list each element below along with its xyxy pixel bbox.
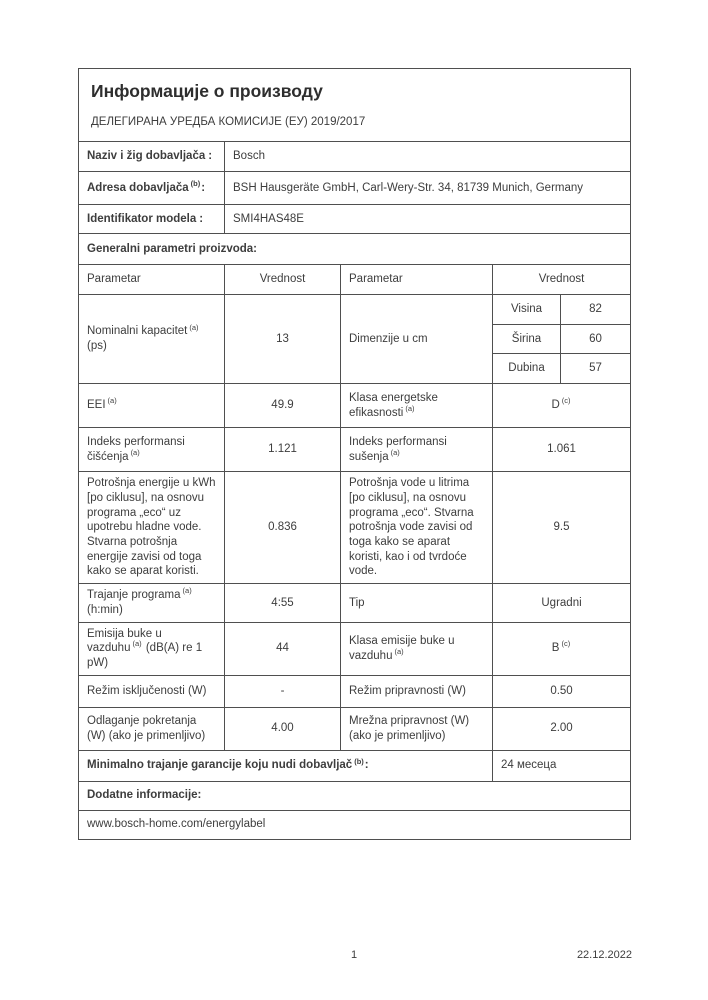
table-row [79, 69, 631, 142]
cleaning-index-value: 1.121 [225, 428, 341, 472]
title-cell [79, 69, 631, 142]
drying-index-value [493, 428, 631, 472]
superscript-note: (a) [130, 447, 140, 457]
dimension-depth-value: 57 [561, 354, 631, 384]
document-date: 22.12.2022 [576, 949, 632, 961]
table-row [79, 142, 631, 172]
noise-emission-label [79, 622, 225, 675]
product-info-table [78, 68, 631, 840]
off-mode-label: Režim isključenosti (W) [79, 675, 225, 707]
dimension-height-label: Visina [493, 295, 561, 325]
supplier-name-label [79, 142, 225, 172]
energy-class-label [341, 384, 493, 428]
column-header-parametar-2: Parametar [341, 265, 493, 295]
programme-duration-value: 4:55 [225, 584, 341, 622]
noise-class-label [341, 622, 493, 675]
label-colon: : [199, 212, 204, 225]
eei-label [79, 384, 225, 428]
model-identifier-value: SMI4HAS48E [225, 205, 631, 234]
superscript-note: (a) [394, 646, 404, 656]
networked-standby-label: Mrežna pripravnost (W) (ako je primenljivo) [341, 707, 493, 750]
label-suffix: (ps) [87, 340, 107, 353]
noise-emission-value: 44 [225, 622, 341, 675]
energy-consumption-label: Potrošnja energije u kWh [po ciklusu], na osnovu programa „eco“ uz upotrebu hladne vode. Stvarna potrošnja energije zavisi od toga kako se aparat koristi. [79, 472, 225, 584]
standby-mode-value: 0.50 [493, 675, 631, 707]
label-text: Klasa emisije buke u vazduhu [349, 634, 455, 662]
energy-consumption-value: 0.836 [225, 472, 341, 584]
type-label: Tip [341, 584, 493, 622]
table-row [79, 384, 631, 428]
table-row [79, 707, 631, 750]
delayed-start-label: Odlaganje pokretanja (W) (ako je primenljivo) [79, 707, 225, 750]
capacity-label [79, 295, 225, 384]
water-consumption-label: Potrošnja vode u litrima [po ciklusu], na osnovu programa „eco“. Stvarna potrošnja vode zavisi od toga kako se aparat koristi, kao i od tvrdoće vode. [341, 472, 493, 584]
table-row [79, 234, 631, 265]
superscript-note: (a) [107, 396, 117, 406]
dimension-depth-label: Dubina [493, 354, 561, 384]
value-text: 1.061 [547, 443, 576, 456]
table-row [79, 472, 631, 584]
table-row [79, 584, 631, 622]
eei-value: 49.9 [225, 384, 341, 428]
page-number: 1 [350, 949, 358, 961]
guarantee-value: 24 месеца [493, 750, 631, 781]
superscript-note: (b) [190, 178, 201, 188]
table-header-row [79, 265, 631, 295]
noise-class-value [493, 622, 631, 675]
supplier-address-value: BSH Hausgeräte GmbH, Carl-Wery-Str. 34, 81739 Munich, Germany [225, 172, 631, 205]
label-text: Minimalno trajanje garancije koju nudi dobavljač [87, 759, 353, 772]
label-text: Adresa dobavljača [87, 181, 189, 194]
superscript-note: (a) [182, 586, 192, 596]
label-text: Emisija buke u vazduhu [87, 627, 162, 655]
superscript-note: (a) [189, 322, 199, 332]
table-row [79, 750, 631, 781]
label-text: Klasa energetske efikasnosti [349, 391, 438, 419]
column-header-vrednost-1: Vrednost [225, 265, 341, 295]
water-consumption-value: 9.5 [493, 472, 631, 584]
energy-class-value [493, 384, 631, 428]
value-text: D [551, 399, 560, 412]
table-row [79, 205, 631, 234]
label-text: Nominalni kapacitet [87, 325, 188, 338]
label-colon: : [364, 759, 369, 772]
table-row [79, 172, 631, 205]
guarantee-label [79, 750, 493, 781]
standby-mode-label: Režim pripravnosti (W) [341, 675, 493, 707]
table-row [79, 675, 631, 707]
off-mode-value: - [225, 675, 341, 707]
additional-info-heading: Dodatne informacije: [79, 781, 631, 810]
column-header-parametar-1: Parametar [79, 265, 225, 295]
dimension-height-value: 82 [561, 295, 631, 325]
superscript-note: (a) [132, 639, 142, 649]
page-title: Информације о производу [91, 81, 323, 101]
table-row [79, 428, 631, 472]
table-row [79, 810, 631, 839]
drying-index-label [341, 428, 493, 472]
regulation-subtitle: ДЕЛЕГИРАНА УРЕДБА КОМИСИЈЕ (ЕУ) 2019/2017 [91, 116, 366, 129]
table-row [79, 295, 631, 325]
table-row [79, 781, 631, 810]
label-text: Identifikator modela [87, 212, 197, 225]
general-parameters-heading: Generalni parametri proizvoda: [79, 234, 631, 265]
superscript-note: (a) [390, 447, 400, 457]
programme-duration-label [79, 584, 225, 622]
label-suffix: (dB(A) re 1 pW) [87, 642, 203, 670]
type-value: Ugradni [493, 584, 631, 622]
label-text: EEI [87, 399, 106, 412]
label-text: Indeks performansi sušenja [349, 435, 447, 463]
table-row [79, 622, 631, 675]
superscript-note: (a) [405, 403, 415, 413]
superscript-note: (c) [561, 639, 571, 649]
capacity-value: 13 [225, 295, 341, 384]
dimension-width-value: 60 [561, 325, 631, 354]
dimension-width-label: Širina [493, 325, 561, 354]
networked-standby-value: 2.00 [493, 707, 631, 750]
model-identifier-label [79, 205, 225, 234]
label-text: Indeks performansi čišćenja [87, 435, 185, 463]
label-colon: : [201, 181, 206, 194]
supplier-address-label [79, 172, 225, 205]
label-text: Trajanje programa [87, 589, 181, 602]
energy-label-url: www.bosch-home.com/energylabel [79, 810, 631, 839]
superscript-note: (b) [354, 756, 364, 766]
label-suffix: (h:min) [87, 603, 123, 616]
delayed-start-value: 4.00 [225, 707, 341, 750]
label-text: Naziv i žig dobavljača [87, 150, 206, 163]
column-header-vrednost-2: Vrednost [493, 265, 631, 295]
label-colon: : [208, 150, 213, 163]
superscript-note: (c) [561, 396, 571, 406]
value-text: B [551, 642, 560, 655]
cleaning-index-label [79, 428, 225, 472]
dimensions-label: Dimenzije u cm [341, 295, 493, 384]
supplier-name-value: Bosch [225, 142, 631, 172]
